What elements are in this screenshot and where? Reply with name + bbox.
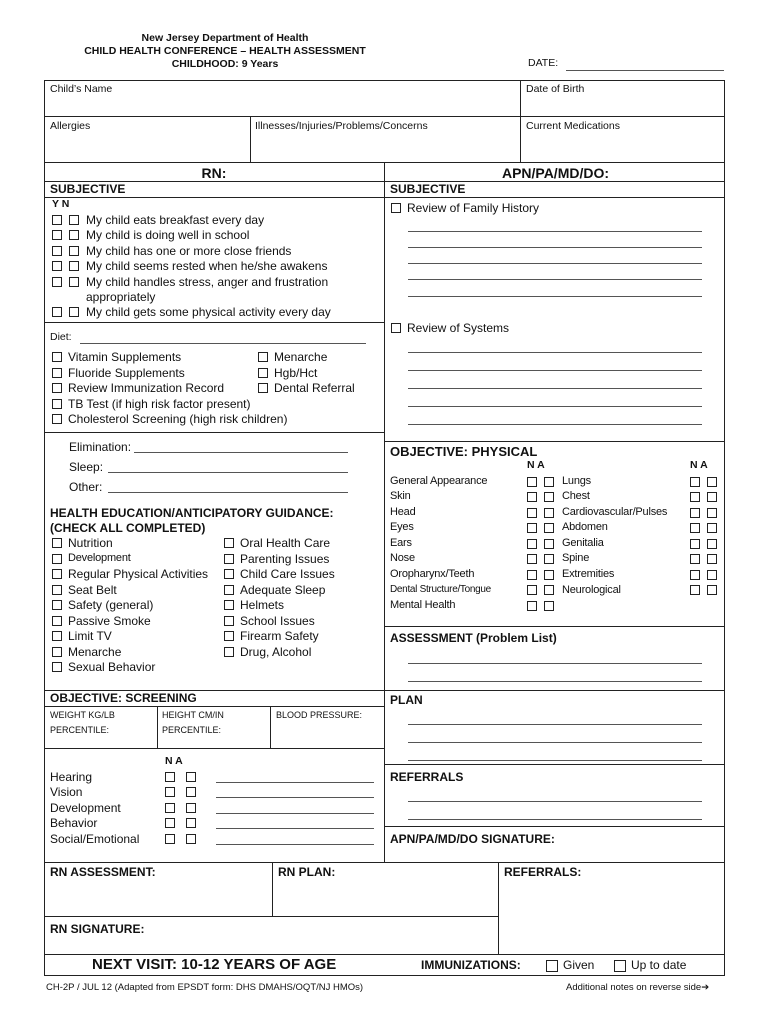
activity-no-checkbox[interactable]	[69, 307, 79, 317]
exam-general-label: General Appearance	[390, 475, 488, 487]
rn-assessment-label: RN ASSESSMENT:	[50, 865, 156, 879]
plan-line-3[interactable]	[408, 760, 702, 761]
yn-header: Y N	[52, 198, 70, 210]
exam-cardio-a-checkbox[interactable]	[707, 508, 717, 518]
exam-mental-a-checkbox[interactable]	[544, 601, 554, 611]
bottom-referrals-label: REFERRALS:	[504, 865, 582, 879]
development-label: Development	[50, 801, 121, 815]
exam-general-a-checkbox[interactable]	[544, 477, 554, 487]
exam-abdomen-n-checkbox[interactable]	[690, 523, 700, 533]
tb-test-label: TB Test (if high risk factor present)	[68, 397, 251, 411]
exam-genitalia-a-checkbox[interactable]	[707, 539, 717, 549]
illnesses-label: Illnesses/Injuries/Problems/Concerns	[255, 120, 428, 132]
friends-yes-checkbox[interactable]	[52, 246, 62, 256]
apn-title: APN/PA/MD/DO:	[501, 165, 610, 181]
menarche-checkbox[interactable]	[258, 352, 268, 362]
vitamin-checkbox[interactable]	[52, 352, 62, 362]
ed-development-label: Development	[68, 552, 131, 564]
vision-field[interactable]	[216, 797, 374, 798]
family-history-line-5[interactable]	[408, 296, 702, 297]
ed-seatbelt-label: Seat Belt	[68, 583, 117, 597]
ed-parenting-checkbox[interactable]	[224, 554, 234, 564]
exam-dental-n-checkbox[interactable]	[527, 585, 537, 595]
exam-cardio-label: Cardiovascular/Pulses	[562, 506, 668, 518]
exam-lungs-n-checkbox[interactable]	[690, 477, 700, 487]
exam-spine-label: Spine	[562, 552, 590, 564]
ed-seatbelt-checkbox[interactable]	[52, 585, 62, 595]
social-field[interactable]	[216, 844, 374, 845]
systems-line-5[interactable]	[408, 424, 702, 425]
menarche-label: Menarche	[274, 350, 328, 364]
school-no-checkbox[interactable]	[69, 230, 79, 240]
immunizations-given-label: Given	[563, 958, 595, 972]
referrals-line-1[interactable]	[408, 801, 702, 802]
form-subtitle: CHILDHOOD: 9 Years	[171, 58, 279, 70]
development-a-checkbox[interactable]	[186, 803, 196, 813]
dental-referral-checkbox[interactable]	[258, 383, 268, 393]
question-stress: My child handles stress, anger and frustration	[86, 275, 329, 289]
health-ed-heading: HEALTH EDUCATION/ANTICIPATORY GUIDANCE:	[50, 506, 334, 520]
hgb-hct-label: Hgb/Hct	[274, 366, 318, 380]
assessment-line-1[interactable]	[408, 663, 702, 664]
question-rested: My child seems rested when he/she awakens	[86, 259, 328, 273]
dental-referral-label: Dental Referral	[274, 381, 355, 395]
immunizations-given-checkbox[interactable]	[546, 960, 558, 972]
sleep-field[interactable]	[108, 472, 348, 473]
question-breakfast: My child eats breakfast every day	[86, 213, 265, 227]
behavior-label: Behavior	[50, 816, 98, 830]
ed-smoke-checkbox[interactable]	[52, 616, 62, 626]
stress-no-checkbox[interactable]	[69, 277, 79, 287]
immunizations-label: IMMUNIZATIONS:	[421, 958, 521, 972]
hearing-label: Hearing	[50, 770, 93, 784]
development-field[interactable]	[216, 813, 374, 814]
ed-sleep-label: Adequate Sleep	[240, 583, 326, 597]
social-n-checkbox[interactable]	[165, 834, 175, 844]
form-title: CHILD HEALTH CONFERENCE – HEALTH ASSESSMENT	[84, 45, 366, 57]
ed-activities-label: Regular Physical Activities	[68, 567, 209, 581]
exam-ears-n-checkbox[interactable]	[527, 539, 537, 549]
ed-smoke-label: Passive Smoke	[68, 614, 151, 628]
breakfast-no-checkbox[interactable]	[69, 215, 79, 225]
height-percentile-label: PERCENTILE:	[162, 725, 222, 735]
weight-percentile-label: PERCENTILE:	[50, 725, 110, 735]
exam-genitalia-n-checkbox[interactable]	[690, 539, 700, 549]
systems-line-4[interactable]	[408, 406, 702, 407]
ed-tv-checkbox[interactable]	[52, 631, 62, 641]
ed-development-checkbox[interactable]	[52, 554, 62, 564]
plan-line-2[interactable]	[408, 742, 702, 743]
rested-yes-checkbox[interactable]	[52, 261, 62, 271]
ed-tv-label: Limit TV	[68, 629, 112, 643]
review-systems-checkbox[interactable]	[391, 323, 401, 333]
plan-line-1[interactable]	[408, 724, 702, 725]
ed-menarche-checkbox[interactable]	[52, 647, 62, 657]
exam-abdomen-a-checkbox[interactable]	[707, 523, 717, 533]
health-ed-subheading: (CHECK ALL COMPLETED)	[50, 521, 206, 535]
weight-label: WEIGHT KG/LB	[50, 710, 115, 720]
social-label: Social/Emotional	[50, 832, 140, 846]
exam-spine-a-checkbox[interactable]	[707, 554, 717, 564]
exam-eyes-a-checkbox[interactable]	[544, 523, 554, 533]
exam-lungs-label: Lungs	[562, 475, 591, 487]
friends-no-checkbox[interactable]	[69, 246, 79, 256]
ed-oral-checkbox[interactable]	[224, 538, 234, 548]
exam-mental-label: Mental Health	[390, 599, 456, 611]
exam-mental-n-checkbox[interactable]	[527, 601, 537, 611]
allergies-label: Allergies	[50, 120, 91, 132]
exam-oropharynx-a-checkbox[interactable]	[544, 570, 554, 580]
footer-reverse-note: Additional notes on reverse side➔	[566, 982, 710, 993]
fluoride-label: Fluoride Supplements	[68, 366, 185, 380]
behavior-field[interactable]	[216, 828, 374, 829]
apn-subjective-heading: SUBJECTIVE	[390, 182, 466, 196]
exam-dental-label: Dental Structure/Tongue	[390, 584, 491, 595]
cholesterol-checkbox[interactable]	[52, 414, 62, 424]
ed-nutrition-checkbox[interactable]	[52, 538, 62, 548]
behavior-n-checkbox[interactable]	[165, 818, 175, 828]
ed-school-checkbox[interactable]	[224, 616, 234, 626]
exam-extremities-n-checkbox[interactable]	[690, 570, 700, 580]
ed-menarche-label: Menarche	[68, 645, 122, 659]
exam-spine-n-checkbox[interactable]	[690, 554, 700, 564]
development-n-checkbox[interactable]	[165, 803, 175, 813]
assessment-line-2[interactable]	[408, 681, 702, 682]
exam-abdomen-label: Abdomen	[562, 521, 608, 533]
dob-label: Date of Birth	[526, 83, 585, 95]
ed-school-label: School Issues	[240, 614, 315, 628]
elimination-label: Elimination:	[69, 440, 132, 454]
apn-referrals-heading: REFERRALS	[390, 770, 464, 784]
hearing-field[interactable]	[216, 782, 374, 783]
question-friends: My child has one or more close friends	[86, 244, 292, 258]
exam-extremities-a-checkbox[interactable]	[707, 570, 717, 580]
other-field[interactable]	[108, 492, 348, 493]
exam-dental-a-checkbox[interactable]	[544, 585, 554, 595]
exam-extremities-label: Extremities	[562, 568, 615, 580]
question-activity: My child gets some physical activity every day	[86, 305, 331, 319]
family-history-line-2[interactable]	[408, 247, 702, 248]
ed-sleep-checkbox[interactable]	[224, 585, 234, 595]
bp-label: BLOOD PRESSURE:	[276, 710, 363, 720]
fluoride-checkbox[interactable]	[52, 368, 62, 378]
exam-chest-label: Chest	[562, 490, 590, 502]
height-label: HEIGHT CM/IN	[162, 710, 224, 720]
social-a-checkbox[interactable]	[186, 834, 196, 844]
screening-heading: OBJECTIVE: SCREENING	[50, 691, 197, 705]
ed-drug-label: Drug, Alcohol	[240, 645, 312, 659]
physical-na-header-left: N A	[527, 459, 545, 471]
rn-title: RN:	[201, 165, 227, 181]
school-yes-checkbox[interactable]	[52, 230, 62, 240]
tb-test-checkbox[interactable]	[52, 399, 62, 409]
exam-ears-label: Ears	[390, 537, 412, 549]
hearing-n-checkbox[interactable]	[165, 772, 175, 782]
question-school: My child is doing well in school	[86, 228, 250, 242]
hearing-a-checkbox[interactable]	[186, 772, 196, 782]
systems-line-3[interactable]	[408, 388, 702, 389]
exam-nose-label: Nose	[390, 552, 415, 564]
referrals-line-2[interactable]	[408, 819, 702, 820]
immunizations-uptodate-checkbox[interactable]	[614, 960, 626, 972]
ed-childcare-label: Child Care Issues	[240, 567, 335, 581]
apn-signature-label: APN/PA/MD/DO SIGNATURE:	[390, 832, 555, 846]
screening-na-header: N A	[165, 755, 183, 767]
exam-lungs-a-checkbox[interactable]	[707, 477, 717, 487]
exam-eyes-label: Eyes	[390, 521, 414, 533]
exam-head-n-checkbox[interactable]	[527, 508, 537, 518]
exam-neuro-n-checkbox[interactable]	[690, 585, 700, 595]
exam-nose-a-checkbox[interactable]	[544, 554, 554, 564]
child-name-label: Child’s Name	[50, 83, 113, 95]
ed-safety-label: Safety (general)	[68, 598, 154, 612]
sleep-label: Sleep:	[69, 460, 104, 474]
exam-chest-n-checkbox[interactable]	[690, 492, 700, 502]
footer-form-id: CH-2P / JUL 12 (Adapted from EPSDT form: DHS DMAHS/OQT/NJ HMOs)	[46, 982, 364, 993]
ed-sexual-label: Sexual Behavior	[68, 660, 156, 674]
ed-safety-checkbox[interactable]	[52, 600, 62, 610]
header-line1: New Jersey Department of Health	[141, 32, 309, 44]
immunization-review-checkbox[interactable]	[52, 383, 62, 393]
rested-no-checkbox[interactable]	[69, 261, 79, 271]
immunizations-uptodate-label: Up to date	[631, 958, 687, 972]
family-history-line-1[interactable]	[408, 231, 702, 232]
family-history-checkbox[interactable]	[391, 203, 401, 213]
elimination-field[interactable]	[134, 452, 348, 453]
exam-skin-n-checkbox[interactable]	[527, 492, 537, 502]
ed-activities-checkbox[interactable]	[52, 569, 62, 579]
date-label: DATE:	[528, 57, 559, 69]
ed-parenting-label: Parenting Issues	[240, 552, 330, 566]
rn-subjective-heading: SUBJECTIVE	[50, 182, 126, 196]
activity-yes-checkbox[interactable]	[52, 307, 62, 317]
immunization-review-label: Review Immunization Record	[68, 381, 225, 395]
ed-drug-checkbox[interactable]	[224, 647, 234, 657]
exam-cardio-n-checkbox[interactable]	[690, 508, 700, 518]
vision-a-checkbox[interactable]	[186, 787, 196, 797]
medications-label: Current Medications	[526, 120, 620, 132]
stress-yes-checkbox[interactable]	[52, 277, 62, 287]
exam-general-n-checkbox[interactable]	[527, 477, 537, 487]
ed-helmets-label: Helmets	[240, 598, 285, 612]
cholesterol-label: Cholesterol Screening (high risk children)	[68, 412, 288, 426]
ed-firearm-label: Firearm Safety	[240, 629, 319, 643]
date-field[interactable]	[566, 70, 724, 71]
assessment-heading: ASSESSMENT (Problem List)	[390, 631, 557, 645]
diet-field[interactable]	[80, 343, 366, 344]
breakfast-yes-checkbox[interactable]	[52, 215, 62, 225]
family-history-label: Review of Family History	[407, 201, 540, 215]
hgb-hct-checkbox[interactable]	[258, 368, 268, 378]
ed-oral-label: Oral Health Care	[240, 536, 331, 550]
exam-chest-a-checkbox[interactable]	[707, 492, 717, 502]
exam-eyes-n-checkbox[interactable]	[527, 523, 537, 533]
exam-neuro-a-checkbox[interactable]	[707, 585, 717, 595]
behavior-a-checkbox[interactable]	[186, 818, 196, 828]
question-stress-cont: appropriately	[86, 290, 156, 304]
exam-head-a-checkbox[interactable]	[544, 508, 554, 518]
review-systems-label: Review of Systems	[407, 321, 510, 335]
plan-heading: PLAN	[390, 693, 423, 707]
physical-na-header-right: N A	[690, 459, 708, 471]
ed-nutrition-label: Nutrition	[68, 536, 113, 550]
systems-line-2[interactable]	[408, 370, 702, 371]
next-visit-label: NEXT VISIT: 10-12 YEARS OF AGE	[92, 956, 337, 973]
exam-skin-a-checkbox[interactable]	[544, 492, 554, 502]
exam-skin-label: Skin	[390, 490, 411, 502]
rn-signature-label: RN SIGNATURE:	[50, 922, 145, 936]
ed-sexual-checkbox[interactable]	[52, 662, 62, 672]
physical-heading: OBJECTIVE: PHYSICAL	[390, 444, 538, 459]
exam-nose-n-checkbox[interactable]	[527, 554, 537, 564]
vision-n-checkbox[interactable]	[165, 787, 175, 797]
exam-head-label: Head	[390, 506, 416, 518]
rn-plan-label: RN PLAN:	[278, 865, 336, 879]
exam-genitalia-label: Genitalia	[562, 537, 604, 549]
diet-label: Diet:	[50, 331, 72, 343]
exam-ears-a-checkbox[interactable]	[544, 539, 554, 549]
ed-childcare-checkbox[interactable]	[224, 569, 234, 579]
other-label: Other:	[69, 480, 103, 494]
systems-line-1[interactable]	[408, 352, 702, 353]
family-history-line-4[interactable]	[408, 279, 702, 280]
vitamin-label: Vitamin Supplements	[68, 350, 182, 364]
ed-firearm-checkbox[interactable]	[224, 631, 234, 641]
exam-neuro-label: Neurological	[562, 584, 621, 596]
vision-label: Vision	[50, 785, 83, 799]
exam-oropharynx-n-checkbox[interactable]	[527, 570, 537, 580]
family-history-line-3[interactable]	[408, 263, 702, 264]
ed-helmets-checkbox[interactable]	[224, 600, 234, 610]
exam-oropharynx-label: Oropharynx/Teeth	[390, 568, 475, 580]
